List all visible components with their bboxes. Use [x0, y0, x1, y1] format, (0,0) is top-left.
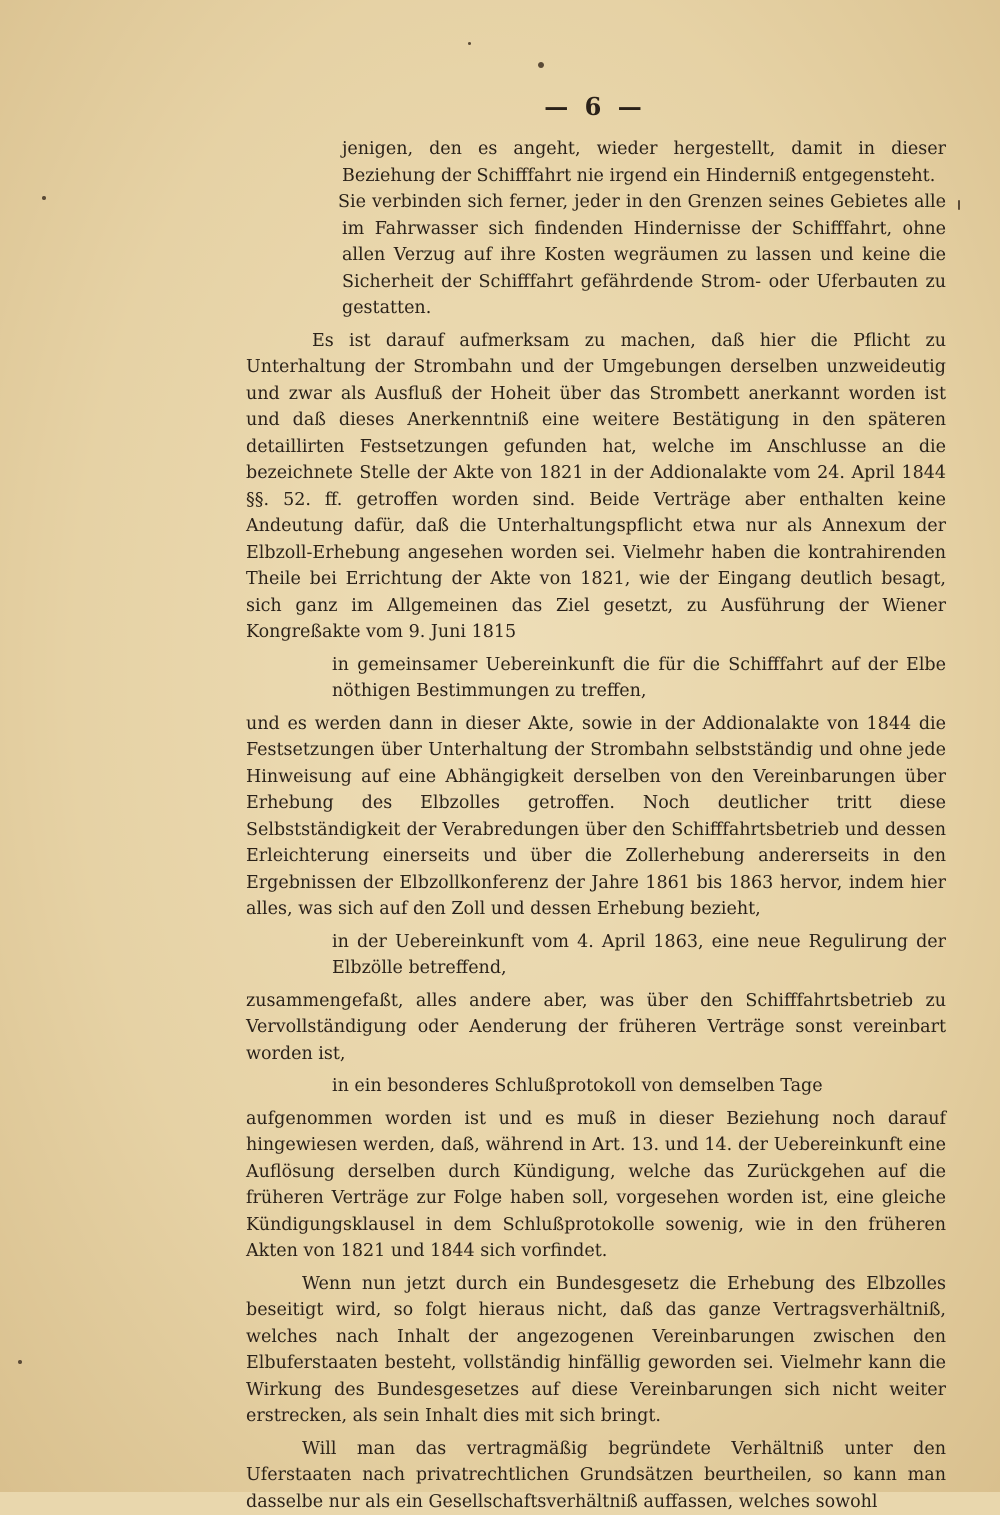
- quoted-phrase: in gemeinsamer Uebereinkunft die für die Schifffahrt auf der Elbe nöthigen Bestimmungen zu treffen,: [246, 652, 946, 705]
- paragraph: zusammengefaßt, alles andere aber, was über den Schifffahrtsbetrieb zu Vervollständigung oder Aenderung der früheren Verträge sonst vereinbart worden ist,: [246, 988, 946, 1068]
- body-text: [246, 136, 946, 1515]
- paragraph: und es werden dann in dieser Akte, sowie in der Addionalakte von 1844 die Festsetzungen über Unterhaltung der Strombahn selbstständig und ohne jede Hinweisung auf eine Abhängigkeit derselben von den Vereinbarungen über Erhebung des Elbzolles getroffen. Noch deutlicher tritt diese Selbstständigkeit der Verabredungen über den Schifffahrtsbetrieb und dessen Erleichterung einerseits und über die Zollerhebung andererseits in den Ergebnissen der Elbzollkonferenz der Jahre 1861 bis 1863 hervor, indem hier alles, was sich auf den Zoll und dessen Erhebung bezieht,: [246, 711, 946, 923]
- paper-speck: [468, 42, 471, 45]
- paragraph: aufgenommen worden ist und es muß in dieser Beziehung noch darauf hingewiesen werden, daß, während in Art. 13. und 14. der Uebereinkunft eine Auflösung derselben durch Kündigung, welche das Zurückgehen auf die früheren Verträge zur Folge haben soll, vorgesehen worden ist, eine gleiche Kündigungsklausel in dem Schlußprotokolle sowenig, wie in den früheren Akten von 1821 und 1844 sich vorfindet.: [246, 1106, 946, 1265]
- paper-speck: [42, 196, 46, 200]
- paragraph: Wenn nun jetzt durch ein Bundesgesetz die Erhebung des Elbzolles beseitigt wird, so folgt hieraus nicht, daß das ganze Vertragsverhältniß, welches nach Inhalt der angezogenen Vereinbarungen zwischen den Elbuferstaaten besteht, vollständig hinfällig geworden sei. Vielmehr kann die Wirkung des Bundesgesetzes auf diese Vereinbarungen sich nicht weiter erstrecken, als sein Inhalt dies mit sich bringt.: [246, 1271, 946, 1430]
- paragraph-quoted-clause: Sie verbinden sich ferner, jeder in den Grenzen seines Gebietes alle im Fahrwasser sich findenden Hindernisse der Schifffahrt, ohne allen Verzug auf ihre Kosten wegräumen zu lassen und keine die Sicherheit der Schifffahrt gefährdende Strom- oder Uferbauten zu gestatten.: [246, 189, 946, 322]
- quoted-phrase: in ein besonderes Schlußprotokoll von demselben Tage: [246, 1073, 946, 1100]
- paper-speck: [538, 62, 544, 68]
- paper-speck: [18, 1360, 22, 1364]
- paper-speck: [958, 200, 960, 210]
- paragraph: Es ist darauf aufmerksam zu machen, daß hier die Pflicht zu Unterhaltung der Strombahn und der Umgebungen derselben unzweideutig und zwar als Ausfluß der Hoheit über das Strombett anerkannt worden ist und daß dieses Anerkenntniß eine weitere Bestätigung in den späteren detaillirten Festsetzungen gefunden hat, welche im Anschlusse an die bezeichnete Stelle der Akte von 1821 in der Addionalakte vom 24. April 1844 §§. 52. ff. getroffen worden sind. Beide Verträge aber enthalten keine Andeutung dafür, daß die Unterhaltungspflicht etwa nur als Annexum der Elbzoll-Erhebung angesehen worden sei. Vielmehr haben die kontrahirenden Theile bei Errichtung der Akte von 1821, wie der Eingang deutlich besagt, sich ganz im Allgemeinen das Ziel gesetzt, zu Ausführung der Wiener Kongreßakte vom 9. Juni 1815: [246, 328, 946, 646]
- quoted-phrase: in der Uebereinkunft vom 4. April 1863, eine neue Regulirung der Elbzölle betreffend,: [246, 929, 946, 982]
- page-number: — 6 —: [0, 92, 1000, 121]
- paragraph: Will man das vertragmäßig begründete Verhältniß unter den Uferstaaten nach privatrechtlichen Grundsätzen beurtheilen, so kann man dasselbe nur als ein Gesellschaftsverhältniß auffassen, welches sowohl: [246, 1436, 946, 1515]
- paragraph-continuation: jenigen, den es angeht, wieder hergestellt, damit in dieser Beziehung der Schifffahrt nie irgend ein Hinderniß entgegensteht.: [246, 136, 946, 189]
